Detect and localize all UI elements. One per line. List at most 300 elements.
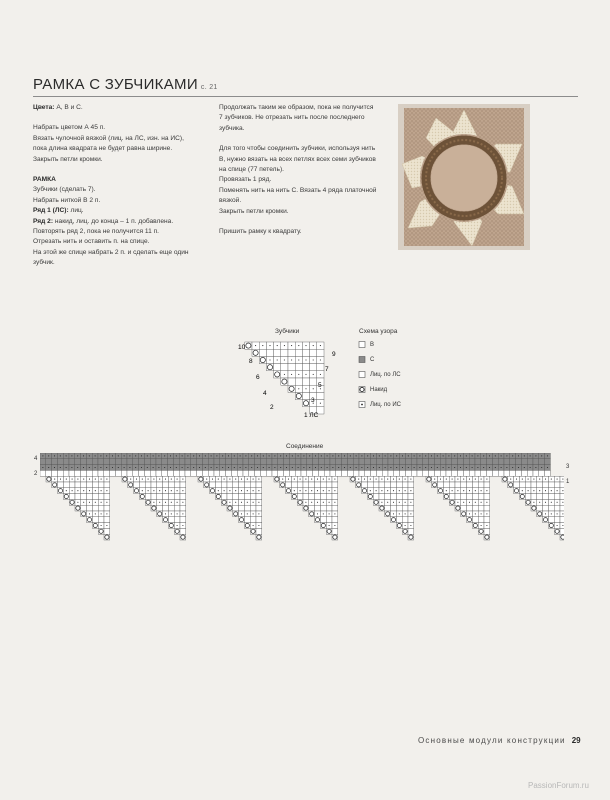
purl-dot [329,513,330,514]
chart-cell [272,470,278,476]
chart-cell [326,505,332,511]
purl-dot [83,490,84,491]
purl-dot [101,479,102,480]
chart-cell [58,482,64,488]
purl-dot [171,479,172,480]
chart-cell [537,505,543,511]
purl-dot [229,479,230,480]
chart-cell [104,494,110,500]
chart-cell [104,528,110,534]
chart-cell [233,505,239,511]
chart-cell [516,459,522,465]
purl-dot [291,345,292,346]
purl-dot [106,490,107,491]
chart-cell [467,494,473,500]
instruction-line: В, нужно вязать на всех петлях всех семи зубчиков [219,155,376,163]
chart-cell [332,517,338,523]
purl-dot [83,502,84,503]
chart-cell [180,482,186,488]
purl-dot [170,455,171,456]
purl-dot [562,479,563,480]
purl-dot [317,479,318,480]
purl-dot [311,479,312,480]
chart-cell [379,482,385,488]
purl-dot [528,490,529,491]
chart-cell [302,364,309,371]
purl-dot [405,479,406,480]
purl-dot [379,467,380,468]
chart-cell [168,470,174,476]
purl-dot [95,502,96,503]
purl-dot [390,455,391,456]
chart-cell [472,494,478,500]
legend-title: Схема узора [359,328,398,335]
chart-cell [539,459,545,465]
chart-cell [75,470,81,476]
chart-cell [396,517,402,523]
chart-cell [469,459,475,465]
chart-cell [151,494,157,500]
chart-cell [220,459,226,465]
chart-cell [367,482,373,488]
purl-dot [129,467,130,468]
row-number: 7 [325,366,329,373]
instruction-line: Продолжать таким же образом, пока не получится [219,104,374,111]
purl-dot [562,490,563,491]
purl-dot [89,502,90,503]
chart-cell [69,470,75,476]
chart-cell [237,459,243,465]
chart-cell [554,517,560,523]
chart-cell [391,494,397,500]
chart-cell [467,505,473,511]
purl-dot [177,479,178,480]
purl-dot [313,388,314,389]
chart-cell [443,482,449,488]
purl-dot [475,490,476,491]
chart-cell [449,494,455,500]
purl-dot [501,455,502,456]
purl-dot [72,479,73,480]
purl-dot [399,513,400,514]
chart-cell [484,505,490,511]
chart-cell [475,470,481,476]
purl-dot [164,467,165,468]
purl-dot [170,467,171,468]
chart-cell [226,459,232,465]
chart-cell [434,459,440,465]
chart-cell [302,378,309,385]
purl-dot [187,455,188,456]
purl-dot [524,455,525,456]
chart-cell [388,470,394,476]
chart-cell [560,494,564,500]
chart-cell [180,494,186,500]
purl-dot [141,467,142,468]
chart-cell [139,459,145,465]
purl-dot [522,479,523,480]
purl-dot [311,490,312,491]
chart-cell [295,349,302,356]
purl-dot [370,479,371,480]
chart-cell [260,459,266,465]
chart-cell [560,517,564,523]
purl-dot [106,479,107,480]
purl-dot [431,467,432,468]
purl-dot [317,490,318,491]
chart-cell [288,349,295,356]
legend-swatch-empty [359,342,365,348]
chart-cell [249,459,255,465]
purl-dot [153,467,154,468]
chart-cell [208,459,214,465]
legend-label: Накид [370,387,388,393]
instruction-line: Закрыть петли кромки. [33,155,103,163]
chart-cell [284,459,290,465]
purl-dot [305,479,306,480]
purl-dot [257,467,258,468]
purl-dot [286,467,287,468]
chart-cell [295,470,301,476]
purl-dot [298,388,299,389]
purl-dot [334,513,335,514]
title-rule [33,96,578,97]
purl-dot [317,502,318,503]
purl-dot [42,455,43,456]
chart-cell [256,528,262,534]
purl-dot [255,345,256,346]
purl-dot [396,455,397,456]
purl-dot [60,467,61,468]
purl-dot [142,490,143,491]
chart-cell [144,459,150,465]
chart-cell [362,482,368,488]
purl-dot [477,467,478,468]
chart-cell [510,470,516,476]
chart-cell [332,482,338,488]
chart-cell [318,470,324,476]
purl-dot [393,490,394,491]
purl-dot [303,455,304,456]
purl-dot [235,502,236,503]
instruction-line: Набрать ниткой В 2 п. [33,196,101,204]
purl-dot [257,455,258,456]
instruction-line: Пришить рамку к квадрату. [219,228,302,236]
chart-cell [249,470,255,476]
chart-cell [417,459,423,465]
chart-cell [221,494,227,500]
chart-cell [256,494,262,500]
purl-dot [54,479,55,480]
purl-dot [528,479,529,480]
purl-dot [327,455,328,456]
row1-line: Ряд 1 (ЛС): лиц. [33,207,84,215]
purl-dot [171,490,172,491]
chart-cell [514,482,520,488]
purl-dot [101,513,102,514]
chart-cell [233,482,239,488]
purl-dot [535,455,536,456]
chart-cell [256,517,262,523]
purl-dot [405,525,406,526]
chart-cell [297,494,303,500]
purl-dot [147,455,148,456]
chart-cell [336,459,342,465]
purl-dot [387,479,388,480]
purl-dot [320,359,321,360]
purl-dot [89,467,90,468]
chart-cell [510,459,516,465]
chart-cell [359,459,365,465]
purl-dot [361,455,362,456]
purl-dot [541,455,542,456]
chart-cell [174,505,180,511]
chart-cell [98,494,104,500]
chart-cell [373,482,379,488]
purl-dot [294,490,295,491]
purl-dot [101,490,102,491]
purl-dot [518,467,519,468]
chart-cell [309,482,315,488]
chart-cell [484,494,490,500]
chart-cell [256,482,262,488]
purl-dot [253,502,254,503]
purl-dot [66,455,67,456]
chart-cell [185,459,191,465]
chart-cell [365,470,371,476]
row-number: 6 [256,374,260,381]
chart-cell [402,482,408,488]
purl-dot [463,502,464,503]
purl-dot [224,490,225,491]
purl-dot [457,490,458,491]
page-number: 29 [571,736,581,745]
chart-cell [284,470,290,476]
purl-dot [66,490,67,491]
chart-cell [239,505,245,511]
chart-cell [244,505,250,511]
purl-dot [280,455,281,456]
purl-dot [216,455,217,456]
purl-dot [477,455,478,456]
chart-cell [478,517,484,523]
purl-dot [300,490,301,491]
chart-cell [221,482,227,488]
chart-cell [274,364,281,371]
chart-cell [239,494,245,500]
purl-dot [463,479,464,480]
chart-cell [458,459,464,465]
purl-dot [77,479,78,480]
chart-cell [110,470,116,476]
purl-dot [71,467,72,468]
chart-cell [309,505,315,511]
purl-dot [469,513,470,514]
chart-cell [537,494,543,500]
purl-dot [211,467,212,468]
chart-cell [320,494,326,500]
legend-label: Лиц. по ЛС [370,372,401,378]
chart-cell [320,482,326,488]
legend-swatches [358,340,418,420]
chart-cell [139,482,145,488]
purl-dot [101,525,102,526]
instruction-line: зубчика. [219,124,245,132]
purl-dot [77,502,78,503]
purl-dot [77,455,78,456]
chart-cell [168,505,174,511]
chart-cell [353,459,359,465]
chart-cell [531,494,537,500]
chart-cell [162,470,168,476]
purl-dot [545,490,546,491]
chart-cell [291,482,297,488]
purl-dot [241,490,242,491]
purl-dot [408,455,409,456]
purl-dot [530,467,531,468]
purl-dot [557,525,558,526]
chart-cell [286,482,292,488]
chart-cell [487,459,493,465]
chart-cell [324,470,330,476]
chart-cell [81,482,87,488]
instruction-line: Зубчики (сделать 7). [33,186,96,194]
chart-cell [533,459,539,465]
purl-dot [147,467,148,468]
purl-dot [530,455,531,456]
purl-dot [338,467,339,468]
chart-cell [185,470,191,476]
purl-dot [100,467,101,468]
chart-cell [250,482,256,488]
chart-cell [332,528,338,534]
chart-cell [98,470,104,476]
chart-cell [92,494,98,500]
chart-cell [173,470,179,476]
purl-dot [481,525,482,526]
row-number: 4 [34,456,38,462]
instruction-line: На этой же спице набрать 2 п. и сделать еще один [33,248,189,256]
purl-dot [315,455,316,456]
purl-dot [410,479,411,480]
purl-dot [148,490,149,491]
chart-cell [115,470,121,476]
chart-cell [411,470,417,476]
purl-dot [277,345,278,346]
purl-dot [410,502,411,503]
purl-dot [443,467,444,468]
purl-dot [187,467,188,468]
purl-dot [516,479,517,480]
purl-dot [481,513,482,514]
chart-cell [326,517,332,523]
purl-dot [182,502,183,503]
purl-dot [177,502,178,503]
purl-dot [463,490,464,491]
purl-dot [381,490,382,491]
purl-dot [522,490,523,491]
purl-dot [410,513,411,514]
purl-dot [321,455,322,456]
chart-cell [478,482,484,488]
purl-dot [263,467,264,468]
purl-dot [454,467,455,468]
instruction-line: Закрыть петли кромки. [219,207,289,215]
instruction-line: Для того чтобы соединить зубчики, используя нить [219,145,376,153]
chart-cell [208,470,214,476]
chart-cell [288,364,295,371]
purl-dot [327,467,328,468]
chart-cell [376,459,382,465]
purl-dot [177,490,178,491]
purl-dot [320,403,321,404]
chart-cell [256,505,262,511]
purl-dot [135,467,136,468]
purl-dot [545,513,546,514]
purl-dot [234,455,235,456]
purl-dot [205,455,206,456]
chart-cell [330,470,336,476]
chart-cell [92,505,98,511]
purl-dot [216,467,217,468]
chart-cell [150,459,156,465]
purl-dot [286,455,287,456]
chart-cell [52,470,58,476]
purl-dot [42,467,43,468]
chart-cell [461,505,467,511]
purl-dot [284,359,285,360]
purl-dot [562,502,563,503]
chart-cell [266,349,273,356]
purl-dot [305,359,306,360]
purl-dot [393,479,394,480]
purl-dot [489,467,490,468]
chart-cell [92,470,98,476]
chart-cell [46,459,52,465]
chart-cell [104,470,110,476]
purl-dot [218,479,219,480]
purl-dot [524,467,525,468]
purl-dot [457,502,458,503]
purl-dot [106,455,107,456]
purl-dot [54,455,55,456]
chart-cell [382,459,388,465]
chart-cell [423,459,429,465]
chart-cell [281,349,288,356]
purl-dot [414,467,415,468]
chart-cell [139,470,145,476]
purl-dot [486,513,487,514]
purl-dot [317,513,318,514]
purl-dot [446,490,447,491]
chart-cell [478,494,484,500]
purl-dot [251,467,252,468]
chart-cell [521,470,527,476]
chart-cell [527,459,533,465]
chart-cell [81,470,87,476]
chart-cell [163,505,169,511]
chart-cell [347,459,353,465]
chart-cell [469,470,475,476]
purl-dot [396,467,397,468]
instruction-line: 7 зубчиков. Не отрезать нить после последнего [219,114,365,122]
chart-cell [373,494,379,500]
chart-cell [81,505,87,511]
instruction-line: Вязать чулочной вязкой (лиц. на ЛС, изн. на ИС), [33,134,184,142]
chart-cell [250,505,256,511]
purl-dot [440,479,441,480]
chart-cell [521,459,527,465]
